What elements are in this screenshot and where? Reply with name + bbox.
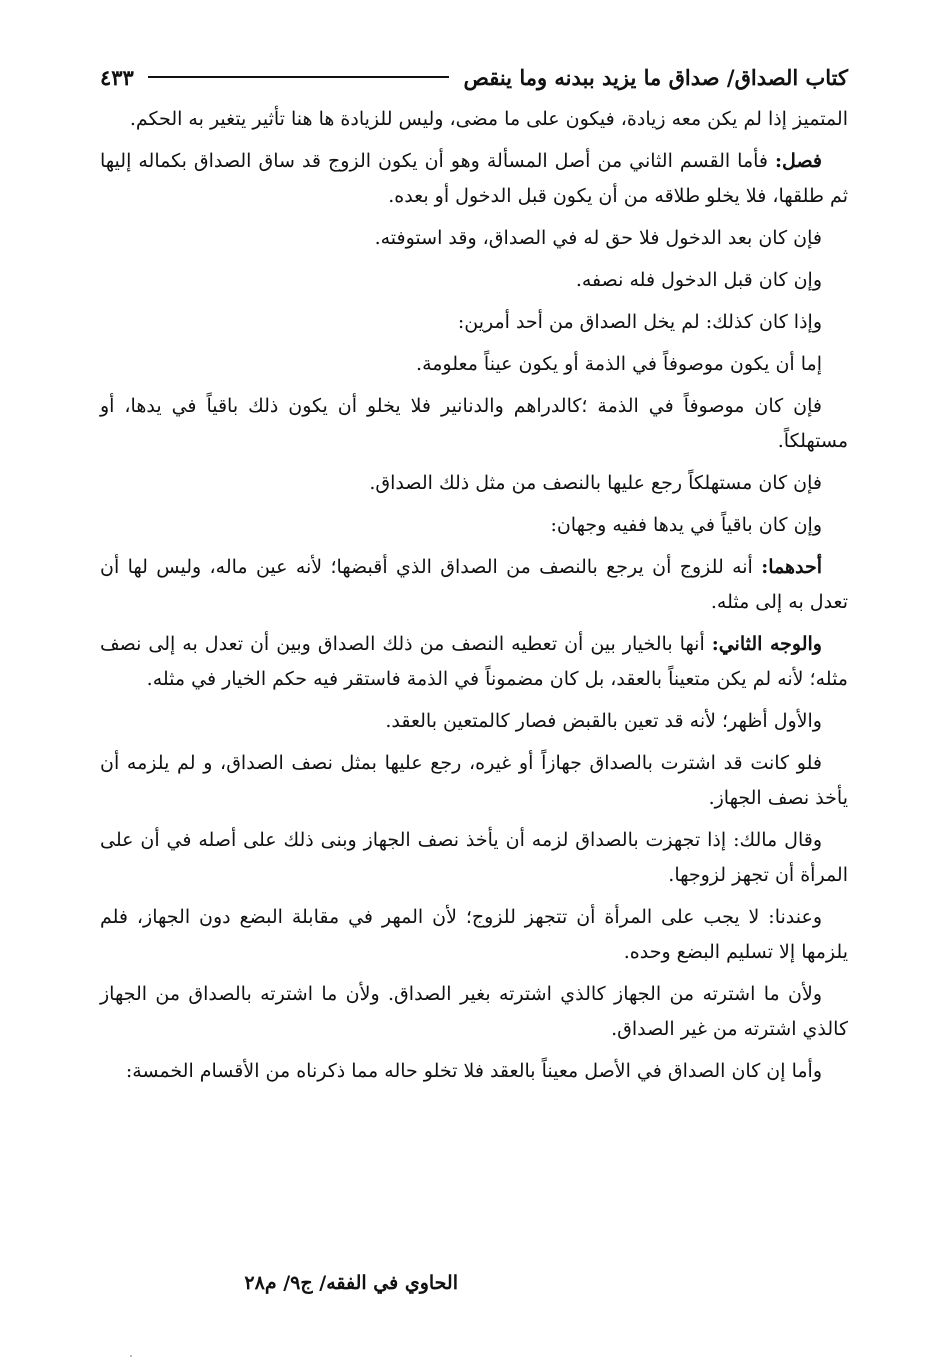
paragraph: وأما إن كان الصداق في الأصل معيناً بالعقد فلا تخلو حاله مما ذكرناه من الأقسام الخمسة: [125,1060,822,1082]
paragraph: فإن كان مستهلكاً رجع عليها بالنصف من مثل ذلك الصداق. [369,472,822,494]
paragraph: فلو كانت قد اشترت بالصداق جهازاً أو غيره، رجع عليها بمثل نصف الصداق، و لم يلزمه أن يأخذ نصف الجهاز. [100,752,848,809]
paragraph: والأول أظهر؛ لأنه قد تعين بالقبض فصار كالمتعين بالعقد. [385,710,822,732]
paragraph-lead: فصل: [775,150,823,172]
paragraph: ولأن ما اشترته من الجهاز كالذي اشترته بغير الصداق. ولأن ما اشترته بالصداق من الجهاز كالذي اشترته من غير الصداق. [100,983,848,1040]
paragraph: فإن كان بعد الدخول فلا حق له في الصداق، وقد استوفته. [374,227,822,249]
paragraph: المتميز إذا لم يكن معه زيادة، فيكون على ما مضى، وليس للزيادة ها هنا تأثير يتغير به الحكم. [129,108,848,130]
running-header [100,60,848,94]
volume-footer: الحاوي في الفقه/ ج٩/ م٢٨ [244,1272,458,1294]
page-number: ٤٣٣ [100,64,134,90]
book-page [100,60,848,1310]
scan-speck [130,1355,132,1357]
paragraph: إما أن يكون موصوفاً في الذمة أو يكون عيناً معلومة. [416,353,822,375]
paragraph: وإن كان باقياً في يدها ففيه وجهان: [550,514,822,536]
paragraph: والوجه الثاني: أنها بالخيار بين أن تعطيه النصف من ذلك الصداق وبين أن تعدل به إلى نصف مثله؛ لأنه لم يكن متعيناً بالعقد، بل كان مضموناً في الذمة فاستقر فيه حكم الخيار في مثله. [100,633,848,690]
header-rule [148,76,450,78]
paragraph: فصل: فأما القسم الثاني من أصل المسألة وهو أن يكون الزوج قد ساق الصداق بكماله إليها ثم طلقها، فلا يخلو طلاقه من أن يكون قبل الدخول أو بعده. [100,150,848,207]
paragraph-lead: والوجه الثاني: [711,633,822,655]
paragraph: وإذا كان كذلك: لم يخل الصداق من أحد أمرين: [457,311,822,333]
paragraph: أحدهما: أنه للزوج أن يرجع بالنصف من الصداق الذي أقبضها؛ لأنه عين ماله، وليس لها أن تعدل به إلى مثله. [100,556,848,613]
paragraph-lead: أحدهما: [761,556,822,578]
body-text [100,102,848,1089]
paragraph: وعندنا: لا يجب على المرأة أن تتجهز للزوج؛ لأن المهر في مقابلة البضع دون الجهاز، فلم يلزمها إلا تسليم البضع وحده. [100,906,848,963]
paragraph: فإن كان موصوفاً في الذمة ؛كالدراهم والدنانير فلا يخلو أن يكون ذلك باقياً في يدها، أو مستهلكاً. [100,395,848,452]
paragraph: وقال مالك: إذا تجهزت بالصداق لزمه أن يأخذ نصف الجهاز وبنى ذلك على أصله في أن على المرأة أن تجهز لزوجها. [100,829,848,886]
running-title: كتاب الصداق/ صداق ما يزيد ببدنه وما ينقص [463,64,848,90]
paragraph: وإن كان قبل الدخول فله نصفه. [575,269,822,291]
